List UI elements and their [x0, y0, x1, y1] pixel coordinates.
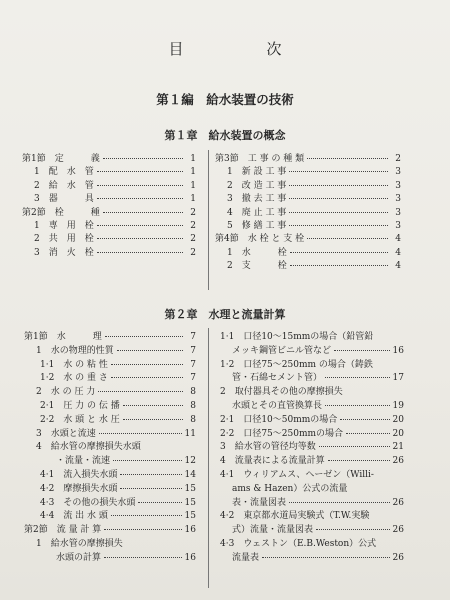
- toc-page-number: 21: [392, 442, 404, 453]
- dot-leader: [111, 363, 183, 365]
- toc-entry-title: 表・流量図表: [232, 497, 287, 508]
- toc-page-number: 17: [392, 373, 404, 384]
- toc-entry: [220, 386, 404, 400]
- toc-entry: [24, 400, 196, 414]
- chapter2-right-column: [220, 331, 404, 566]
- dot-leader: [111, 514, 182, 516]
- toc-entry-title: 第2節 栓 種: [22, 207, 100, 218]
- toc-entry: [220, 497, 404, 511]
- toc-entry: [220, 359, 404, 373]
- dot-leader: [290, 251, 388, 253]
- toc-entry: [220, 414, 404, 428]
- toc-entry: [220, 524, 404, 538]
- dot-leader: [325, 376, 390, 378]
- toc-entry-title: 3 水頭と流速: [36, 428, 96, 439]
- toc-entry-title: 2 改 造 工 事: [227, 180, 287, 191]
- part-heading: 第１編 給水装置の技術: [156, 92, 294, 107]
- toc-entry: [22, 220, 196, 233]
- toc-entry: [24, 469, 196, 483]
- dot-leader: [289, 501, 390, 503]
- chapter2-heading: 第２章 水理と流量計算: [164, 308, 286, 321]
- toc-entry-title: 第4節 水 栓 と 支 栓: [215, 234, 305, 245]
- toc-entry: [24, 428, 196, 442]
- toc-entry-title: 1 専 用 栓: [34, 220, 94, 231]
- toc-entry-title: 水頭とその直管換算長: [232, 400, 323, 411]
- toc-entry: [220, 400, 404, 414]
- toc-entry-title: 3 撤 去 工 事: [227, 194, 287, 205]
- toc-entry: [215, 260, 401, 273]
- toc-entry: [215, 233, 401, 246]
- toc-entry-title: 1 水の物理的性質: [36, 345, 114, 356]
- dot-leader: [103, 211, 183, 213]
- dot-leader: [307, 157, 388, 159]
- toc-entry-title: 4·3 ウェストン（E.B.Weston）公式: [220, 538, 377, 549]
- toc-entry: [24, 455, 196, 469]
- toc-entry-title: 第3節 工 事 の 種 類: [215, 154, 305, 164]
- toc-entry-title: 2 共 用 栓: [34, 234, 94, 245]
- toc-entry: [24, 372, 196, 386]
- toc-entry-title: 1·1 水 の 粘 性: [40, 359, 108, 370]
- toc-entry-title: 4·4 流 出 水 頭: [40, 511, 108, 522]
- toc-entry-title: ・流量・流速: [56, 456, 111, 467]
- dot-leader: [325, 404, 390, 406]
- toc-entry-title: 4·2 東京都水道局実験式（T.W.実験: [220, 511, 370, 522]
- toc-page-number: 1: [190, 154, 196, 164]
- toc-page-number: 4: [395, 261, 401, 272]
- dot-leader: [319, 445, 390, 447]
- toc-entry: [215, 180, 401, 193]
- toc-page-number: 4: [395, 234, 401, 245]
- dot-leader: [123, 418, 183, 420]
- toc-entry: [24, 359, 196, 373]
- toc-page-number: 12: [184, 456, 196, 467]
- dot-leader: [289, 211, 388, 213]
- dot-leader: [316, 528, 390, 530]
- toc-entry-title: 1 給水管の摩擦損失: [36, 538, 123, 549]
- dot-leader: [97, 184, 183, 186]
- dot-leader: [97, 251, 183, 253]
- toc-page-number: 26: [392, 456, 404, 467]
- dot-leader: [262, 556, 390, 558]
- toc-page-number: 16: [392, 345, 404, 356]
- toc-entry-title: 5 修 繕 工 事: [227, 220, 287, 231]
- toc-entry: [22, 166, 196, 179]
- dot-leader: [99, 432, 182, 434]
- toc-entry-title: 2·2 水 頭 と 水 圧: [40, 414, 120, 425]
- toc-entry: [24, 345, 196, 359]
- column-divider: [208, 328, 209, 588]
- toc-entry-title: 第1節 定 義: [22, 154, 100, 164]
- dot-leader: [97, 197, 183, 199]
- toc-page-number: 3: [395, 167, 401, 178]
- toc-page-number: 2: [190, 220, 196, 231]
- toc-entry: [24, 524, 196, 538]
- toc-entry: [215, 247, 401, 260]
- toc-entry: [22, 153, 196, 166]
- toc-entry-title: 流量表: [232, 552, 260, 563]
- toc-entry-title: 1·2 口径75～250mm の場合（鋳鉄: [220, 359, 373, 370]
- dot-leader: [334, 349, 390, 351]
- toc-entry-title: 4 流量表による流量計算: [220, 456, 325, 467]
- toc-entry-title: 4·2 摩擦損失水頭: [40, 483, 118, 494]
- dot-leader: [307, 237, 388, 239]
- dot-leader: [123, 404, 183, 406]
- dot-leader: [97, 224, 183, 226]
- toc-entry: [24, 497, 196, 511]
- toc-page-number: 11: [184, 428, 196, 439]
- toc-entry: [215, 193, 401, 206]
- toc-entry-title: 4·1 流入損失水頭: [40, 469, 118, 480]
- dot-leader: [97, 237, 183, 239]
- toc-entry: [220, 483, 404, 497]
- toc-page-number: 7: [190, 359, 196, 370]
- dot-leader: [289, 170, 388, 172]
- toc-page-number: 14: [184, 469, 196, 480]
- dot-leader: [120, 487, 181, 489]
- toc-entry: [22, 233, 196, 246]
- dot-leader: [104, 528, 181, 530]
- toc-entry-title: 第2節 流 量 計 算: [24, 525, 102, 536]
- toc-entry-title: 2·1 口径10～50mmの場合: [220, 414, 338, 425]
- chapter1-left-column: [22, 153, 196, 260]
- toc-entry: [215, 220, 401, 233]
- toc-entry-title: 4 廃 止 工 事: [227, 207, 287, 218]
- toc-page-number: 3: [395, 194, 401, 205]
- column-divider: [208, 150, 209, 290]
- dot-leader: [105, 335, 183, 337]
- toc-page-number: 15: [184, 497, 196, 508]
- toc-page-number: 7: [190, 332, 196, 342]
- toc-entry: [220, 331, 404, 345]
- toc-entry-title: 1 水 栓: [227, 247, 287, 258]
- toc-page-number: 1: [190, 180, 196, 191]
- dot-leader: [290, 264, 388, 266]
- toc-entry-title: 管・石綿セメント管）: [232, 373, 323, 384]
- dot-leader: [289, 224, 388, 226]
- toc-page-number: 2: [190, 207, 196, 218]
- toc-entry-title: 第1節 水 理: [24, 332, 102, 342]
- toc-page-number: 3: [395, 207, 401, 218]
- toc-entry-title: 2 取付器具その他の摩擦損失: [220, 387, 343, 398]
- chapter2-left-column: [24, 331, 196, 566]
- toc-entry: [22, 247, 196, 260]
- toc-entry: [215, 166, 401, 179]
- chapter1-right-column: [215, 153, 401, 274]
- toc-entry: [220, 345, 404, 359]
- toc-page-number: 7: [190, 345, 196, 356]
- toc-page-number: 19: [392, 400, 404, 411]
- toc-entry-title: 1·2 水 の 重 さ: [40, 373, 108, 384]
- dot-leader: [98, 390, 183, 392]
- toc-page-number: 3: [395, 220, 401, 231]
- toc-entry: [220, 538, 404, 552]
- toc-entry-title: 4·1 ウィリアムス、ヘーゼン（Willi-: [220, 469, 374, 480]
- toc-page-number: 2: [190, 247, 196, 258]
- dot-leader: [113, 459, 182, 461]
- toc-page-number: 20: [392, 428, 404, 439]
- dot-leader: [346, 432, 390, 434]
- toc-page-number: 8: [190, 400, 196, 411]
- dot-leader: [289, 184, 388, 186]
- toc-page-number: 26: [392, 525, 404, 536]
- toc-entry: [220, 428, 404, 442]
- toc-entry-title: 1 配 水 管: [34, 167, 94, 178]
- toc-entry-title: 3 器 具: [34, 194, 94, 205]
- toc-page-number: 15: [184, 483, 196, 494]
- toc-entry: [215, 207, 401, 220]
- toc-page-number: 8: [190, 414, 196, 425]
- dot-leader: [111, 376, 183, 378]
- toc-page-number: 1: [190, 194, 196, 205]
- toc-entry: [220, 455, 404, 469]
- toc-entry-title: 2·1 圧 力 の 伝 播: [40, 400, 120, 411]
- toc-page-number: 3: [395, 180, 401, 191]
- toc-page-number: 26: [392, 497, 404, 508]
- toc-entry: [220, 372, 404, 386]
- toc-entry: [220, 469, 404, 483]
- toc-page-number: 4: [395, 247, 401, 258]
- dot-leader: [117, 349, 183, 351]
- toc-entry: [22, 180, 196, 193]
- toc-entry-title: 3 給水管の管径均等数: [220, 442, 316, 453]
- toc-entry: [22, 207, 196, 220]
- toc-entry-title: 3 消 火 栓: [34, 247, 94, 258]
- toc-entry: [24, 552, 196, 566]
- toc-entry: [220, 510, 404, 524]
- toc-page-number: 7: [190, 373, 196, 384]
- toc-entry: [22, 193, 196, 206]
- dot-leader: [103, 157, 183, 159]
- toc-page-number: 16: [184, 525, 196, 536]
- toc-entry-title: 4 給水管の摩擦損失水頭: [36, 442, 141, 453]
- toc-page-number: 26: [392, 552, 404, 563]
- toc-entry-title: ams & Hazen）公式の流量: [232, 483, 348, 494]
- toc-entry-title: メッキ鋼管ビニル管など: [232, 345, 332, 356]
- dot-leader: [289, 197, 388, 199]
- dot-leader: [97, 170, 183, 172]
- dot-leader: [104, 556, 182, 558]
- toc-page-number: 2: [190, 234, 196, 245]
- toc-entry: [24, 414, 196, 428]
- toc-entry-title: 1 新 設 工 事: [227, 167, 287, 178]
- toc-page-number: 1: [190, 167, 196, 178]
- chapter1-heading: 第１章 給水装置の概念: [164, 129, 286, 142]
- dot-leader: [340, 418, 389, 420]
- toc-entry: [220, 441, 404, 455]
- toc-entry: [220, 552, 404, 566]
- toc-entry: [24, 386, 196, 400]
- dot-leader: [120, 473, 181, 475]
- toc-entry-title: 2 水 の 圧 力: [36, 387, 96, 398]
- toc-entry-title: 1·1 口径10～15mmの場合（鉛管鉛: [220, 332, 374, 342]
- toc-entry-title: 式）流量・流量図表: [232, 525, 314, 536]
- toc-entry-title: 2 給 水 管: [34, 180, 94, 191]
- dot-leader: [138, 501, 181, 503]
- page-title: 目 次: [168, 40, 316, 58]
- dot-leader: [328, 459, 390, 461]
- toc-entry-title: 2 支 栓: [227, 261, 287, 272]
- toc-page-number: 20: [392, 414, 404, 425]
- toc-entry-title: 2·2 口径75～250mmの場合: [220, 428, 344, 439]
- toc-page-number: 2: [395, 154, 401, 164]
- toc-entry: [24, 331, 196, 345]
- toc-entry: [24, 510, 196, 524]
- toc-page-number: 15: [184, 511, 196, 522]
- toc-page-number: 8: [190, 387, 196, 398]
- toc-entry: [24, 483, 196, 497]
- toc-page-number: 16: [184, 552, 196, 563]
- toc-entry-title: 4·3 その他の損失水頭: [40, 497, 136, 508]
- toc-entry: [24, 538, 196, 552]
- toc-entry: [24, 441, 196, 455]
- toc-entry-title: 水頭の計算: [56, 552, 102, 563]
- toc-entry: [215, 153, 401, 166]
